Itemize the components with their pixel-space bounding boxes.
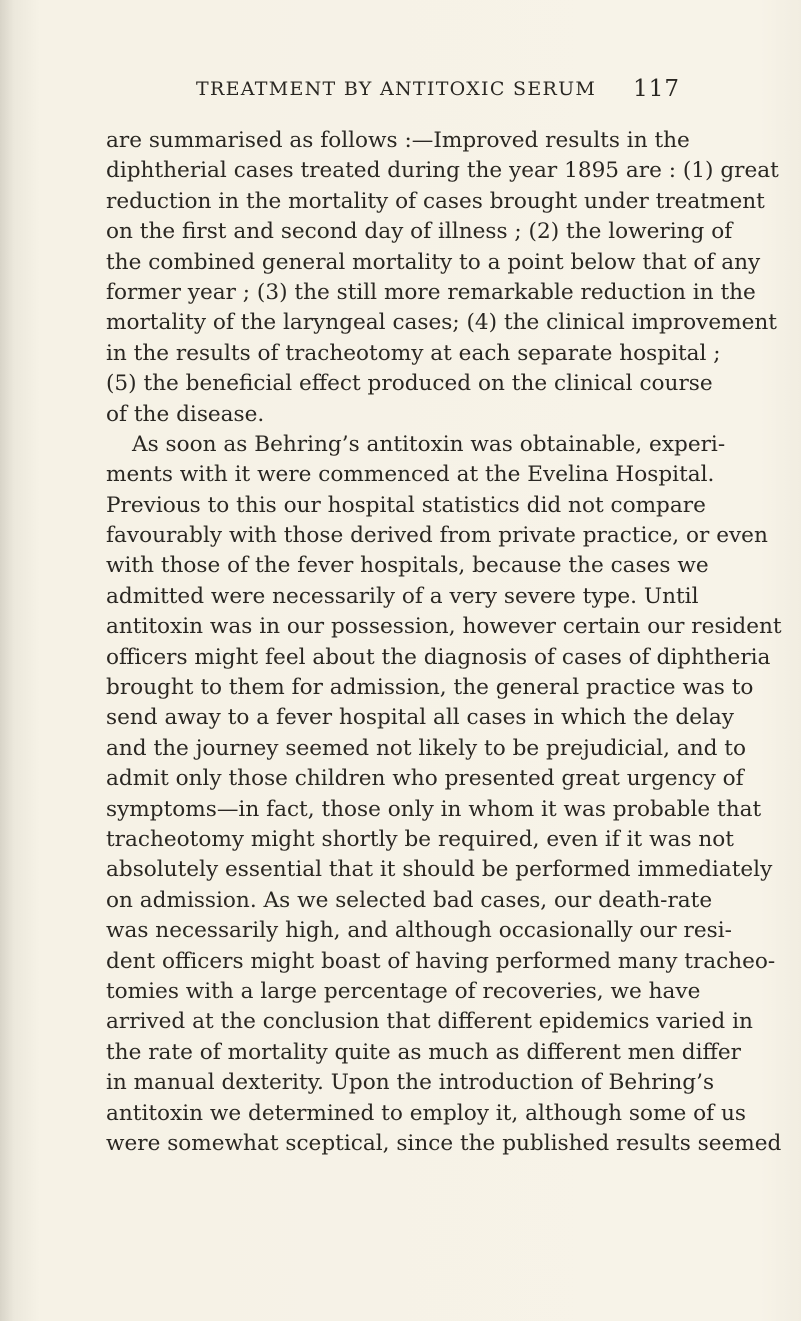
page-number: 117 — [633, 76, 680, 102]
text-line: in the results of tracheotomy at each separate hospital ; — [106, 340, 721, 366]
body-text — [106, 126, 782, 1159]
text-line: admit only those children who presented great urgency of — [106, 766, 744, 792]
text-line: (5) the beneficial effect produced on the clinical course — [106, 371, 713, 397]
text-line: arrived at the conclusion that different epidemics varied in — [106, 1009, 753, 1035]
text-line: dent officers might boast of having performed many tracheo- — [106, 948, 776, 974]
text-line: former year ; (3) the still more remarkable reduction in the — [106, 279, 756, 305]
text-line: brought to them for admission, the general practice was to — [106, 675, 754, 701]
text-line: antitoxin we determined to employ it, although some of us — [106, 1100, 746, 1126]
running-head-title: TREATMENT BY ANTITOXIC SERUM — [196, 78, 597, 100]
text-line: Previous to this our hospital statistics did not compare — [106, 492, 706, 518]
text-line: absolutely essential that it should be performed immediately — [106, 857, 773, 883]
paragraph-summary — [106, 126, 779, 430]
text-line: of the disease. — [106, 401, 265, 427]
text-line: admitted were necessarily of a very severe type. Until — [106, 583, 699, 609]
text-line: the rate of mortality quite as much as different men differ — [106, 1039, 741, 1065]
text-line: the combined general mortality to a point below that of any — [106, 249, 761, 275]
text-line: tomies with a large percentage of recoveries, we have — [106, 978, 701, 1004]
text-line: officers might feel about the diagnosis of cases of diphtheria — [106, 644, 771, 670]
text-line: were somewhat sceptical, since the published results seemed — [106, 1130, 782, 1156]
text-line: reduction in the mortality of cases brought under treatment — [106, 188, 765, 214]
text-line: favourably with those derived from private practice, or even — [106, 523, 768, 549]
text-line: symptoms—in fact, those only in whom it was probable that — [106, 796, 762, 822]
text-line: was necessarily high, and although occasionally our resi- — [106, 918, 732, 944]
text-line: with those of the fever hospitals, because the cases we — [106, 553, 709, 579]
text-line: antitoxin was in our possession, however certain our resident — [106, 614, 782, 640]
running-head — [120, 78, 680, 108]
paragraph-evelina-hospital — [106, 430, 782, 1159]
text-line: send away to a fever hospital all cases in which the delay — [106, 705, 734, 731]
text-line: As soon as Behring’s antitoxin was obtainable, experi- — [132, 431, 726, 457]
text-line: and the journey seemed not likely to be prejudicial, and to — [106, 735, 746, 761]
text-line: in manual dexterity. Upon the introduction of Behring’s — [106, 1070, 715, 1096]
text-line: are summarised as follows :—Improved results in the — [106, 128, 690, 153]
text-line: on the first and second day of illness ; (2) the lowering of — [106, 219, 733, 245]
text-line: diphtherial cases treated during the year 1895 are : (1) great — [106, 158, 779, 184]
text-line: tracheotomy might shortly be required, even if it was not — [106, 826, 734, 852]
text-line: ments with it were commenced at the Evelina Hospital. — [106, 462, 715, 488]
text-line: on admission. As we selected bad cases, our death-rate — [106, 887, 713, 913]
text-line: mortality of the laryngeal cases; (4) the clinical improvement — [106, 310, 777, 336]
